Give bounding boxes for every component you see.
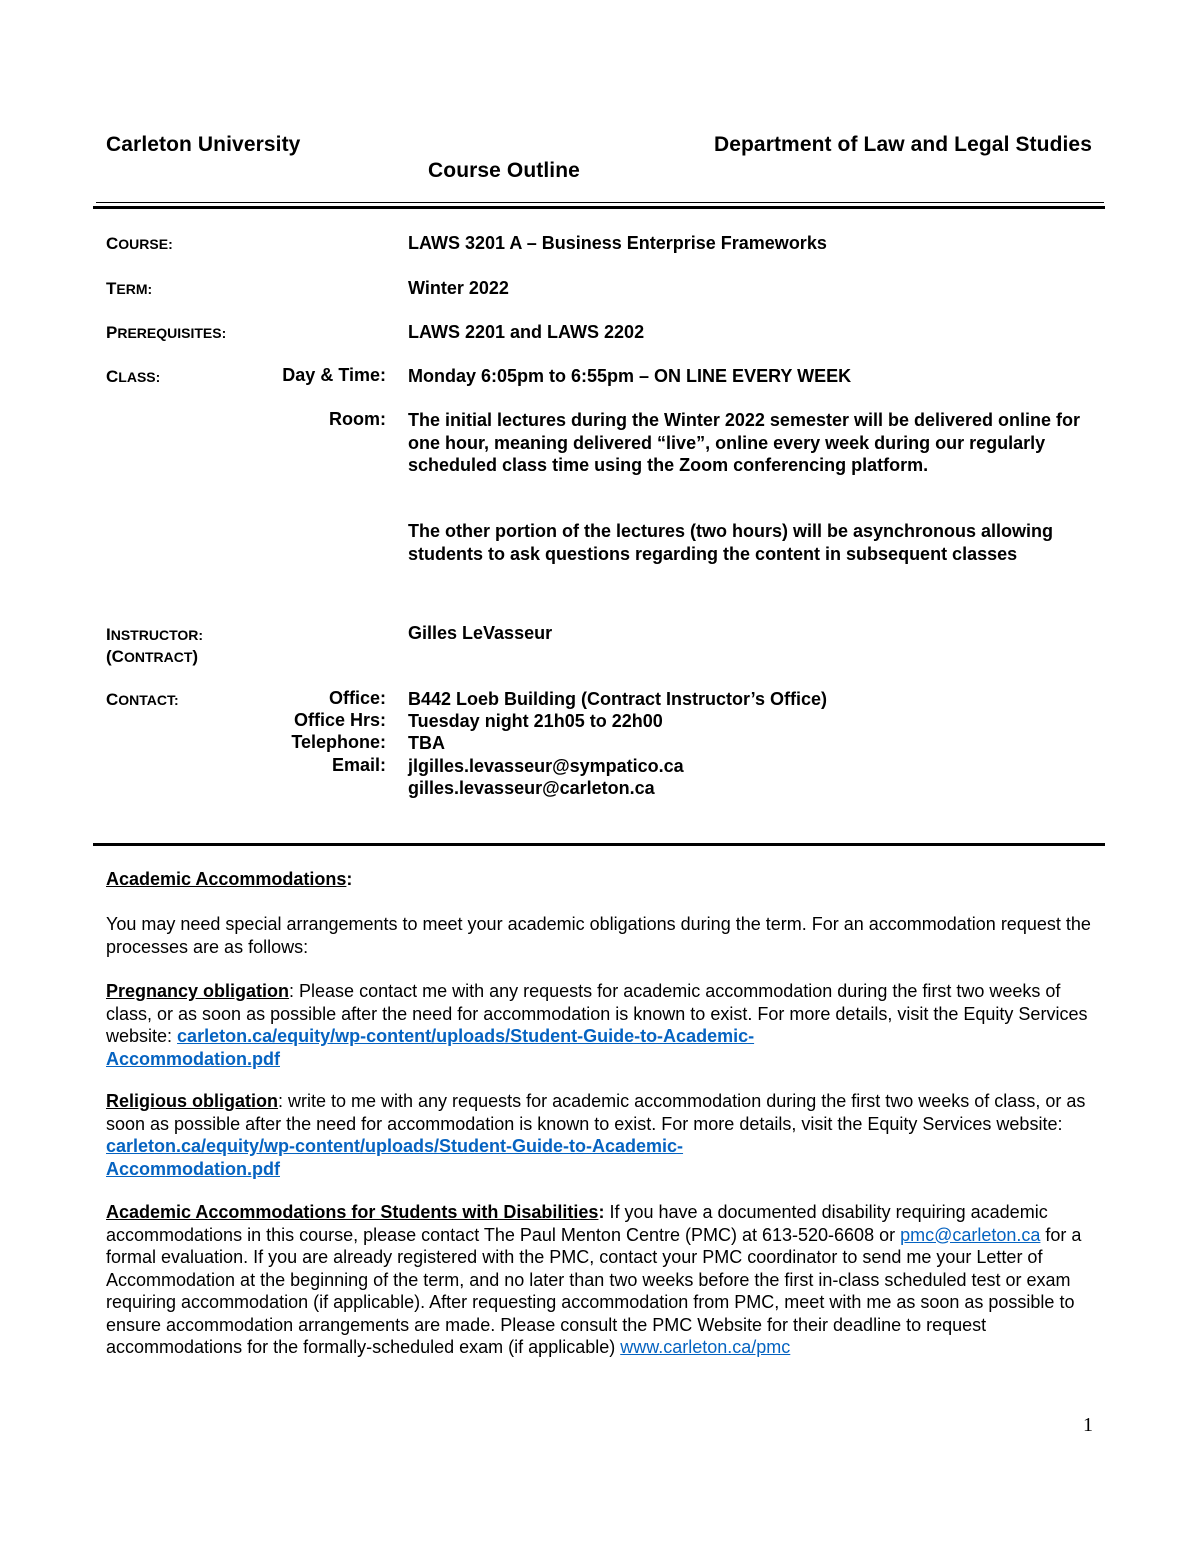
header-rule-thick bbox=[93, 206, 1105, 209]
department-name: Department of Law and Legal Studies bbox=[713, 133, 1092, 156]
contact-label: CONTACT: bbox=[106, 690, 179, 709]
telephone-label: Telephone: bbox=[291, 732, 386, 752]
term-value: Winter 2022 bbox=[408, 278, 509, 298]
class-label: CLASS: bbox=[106, 367, 161, 386]
email-label: Email: bbox=[331, 755, 386, 775]
disabilities-paragraph: Academic Accommodations for Students with Disabilities: If you have a documented disability requiring academic accommodations in this course, please contact The Paul Menton Centre (PMC) at 613-520-6608 or pmc@carleton.ca for a formal evaluation. If you are already registered with the PMC, contact your PMC coordinator to send me your Letter of Accommodation at the beginning of the term, and no later than two weeks before the first in-class scheduled test or exam requiring accommodation (if applicable). After requesting accommodation from PMC, meet with me as soon as possible to ensure accommodation arrangements are made. Please consult the PMC Website for their deadline to request accommodations for the formally-scheduled exam (if applicable) www.carleton.ca/pmc bbox=[106, 1202, 1082, 1357]
course-value: LAWS 3201 A – Business Enterprise Frameworks bbox=[408, 233, 827, 253]
university-name: Carleton University bbox=[106, 133, 301, 156]
instructor-label: INSTRUCTOR: (CONTRACT) bbox=[106, 625, 204, 666]
room-label: Room: bbox=[329, 409, 386, 429]
religious-equity-link[interactable]: carleton.ca/equity/wp-content/uploads/Student-Guide-to-Academic- Accommodation.pdf bbox=[106, 1136, 684, 1179]
pregnancy-equity-link[interactable]: carleton.ca/equity/wp-content/uploads/Student-Guide-to-Academic- Accommodation.pdf bbox=[106, 1026, 755, 1069]
office-hours-label: Office Hrs: bbox=[293, 710, 386, 730]
prerequisites-label: PREREQUISITES: bbox=[106, 323, 227, 342]
office-label: Office: bbox=[328, 688, 386, 708]
pregnancy-paragraph: Pregnancy obligation: Please contact me with any requests for academic accommodation during the first two weeks of class, or as soon as possible after the need for accommodation is known to exist. For more details, visit the Equity Services website: carleton.ca/equity/wp-content/uploads/Student-Guide-to-Academic- Accommodation.pdf bbox=[106, 981, 1088, 1069]
document-title: Course Outline bbox=[428, 159, 580, 182]
course-label: COURSE: bbox=[106, 234, 173, 253]
room-async-note: The other portion of the lectures (two hours) will be asynchronous allowing students to ask questions regarding the content in subsequent classes bbox=[408, 521, 1054, 564]
email-primary: jlgilles.levasseur@sympatico.ca bbox=[408, 756, 684, 776]
instructor-name: Gilles LeVasseur bbox=[408, 623, 553, 643]
page-number: 1 bbox=[1083, 1414, 1093, 1436]
disabilities-title: Academic Accommodations for Students with Disabilities bbox=[106, 1202, 599, 1222]
day-time-value: Monday 6:05pm to 6:55pm – ON LINE EVERY WEEK bbox=[408, 366, 852, 386]
day-time-label: Day & Time: bbox=[282, 365, 386, 385]
office-value: B442 Loeb Building (Contract Instructor’s Office) bbox=[408, 689, 828, 709]
pregnancy-title: Pregnancy obligation bbox=[106, 981, 290, 1001]
header-rule-thin bbox=[96, 202, 1104, 203]
prerequisites-value: LAWS 2201 and LAWS 2202 bbox=[408, 322, 645, 342]
telephone-value: TBA bbox=[408, 733, 445, 753]
section-rule bbox=[93, 843, 1105, 846]
office-hours-value: Tuesday night 21h05 to 22h00 bbox=[408, 711, 663, 731]
accommodations-heading: Academic Accommodations: bbox=[106, 869, 353, 889]
room-description: The initial lectures during the Winter 2022 semester will be delivered online for one hour, meaning delivered “live”, online every week during our regularly scheduled class time using the Zoom conferencing platform. bbox=[408, 410, 1081, 475]
religious-paragraph: Religious obligation: write to me with any requests for academic accommodation during the first two weeks of class, or as soon as possible after the need for accommodation is known to exist. For more details, visit the Equity Services website: carleton.ca/equity/wp-content/uploads/Student-Guide-to-Academic- Accommodation.pdf bbox=[106, 1091, 1086, 1179]
pmc-email-link[interactable]: pmc@carleton.ca bbox=[900, 1224, 1041, 1245]
email-secondary: gilles.levasseur@carleton.ca bbox=[408, 778, 655, 798]
accommodations-intro: You may need special arrangements to meet your academic obligations during the term. For an accommodation request the processes are as follows: bbox=[106, 914, 1091, 957]
pmc-website-link[interactable]: www.carleton.ca/pmc bbox=[620, 1337, 791, 1357]
religious-title: Religious obligation bbox=[106, 1091, 278, 1111]
term-label: TERM: bbox=[106, 279, 153, 298]
